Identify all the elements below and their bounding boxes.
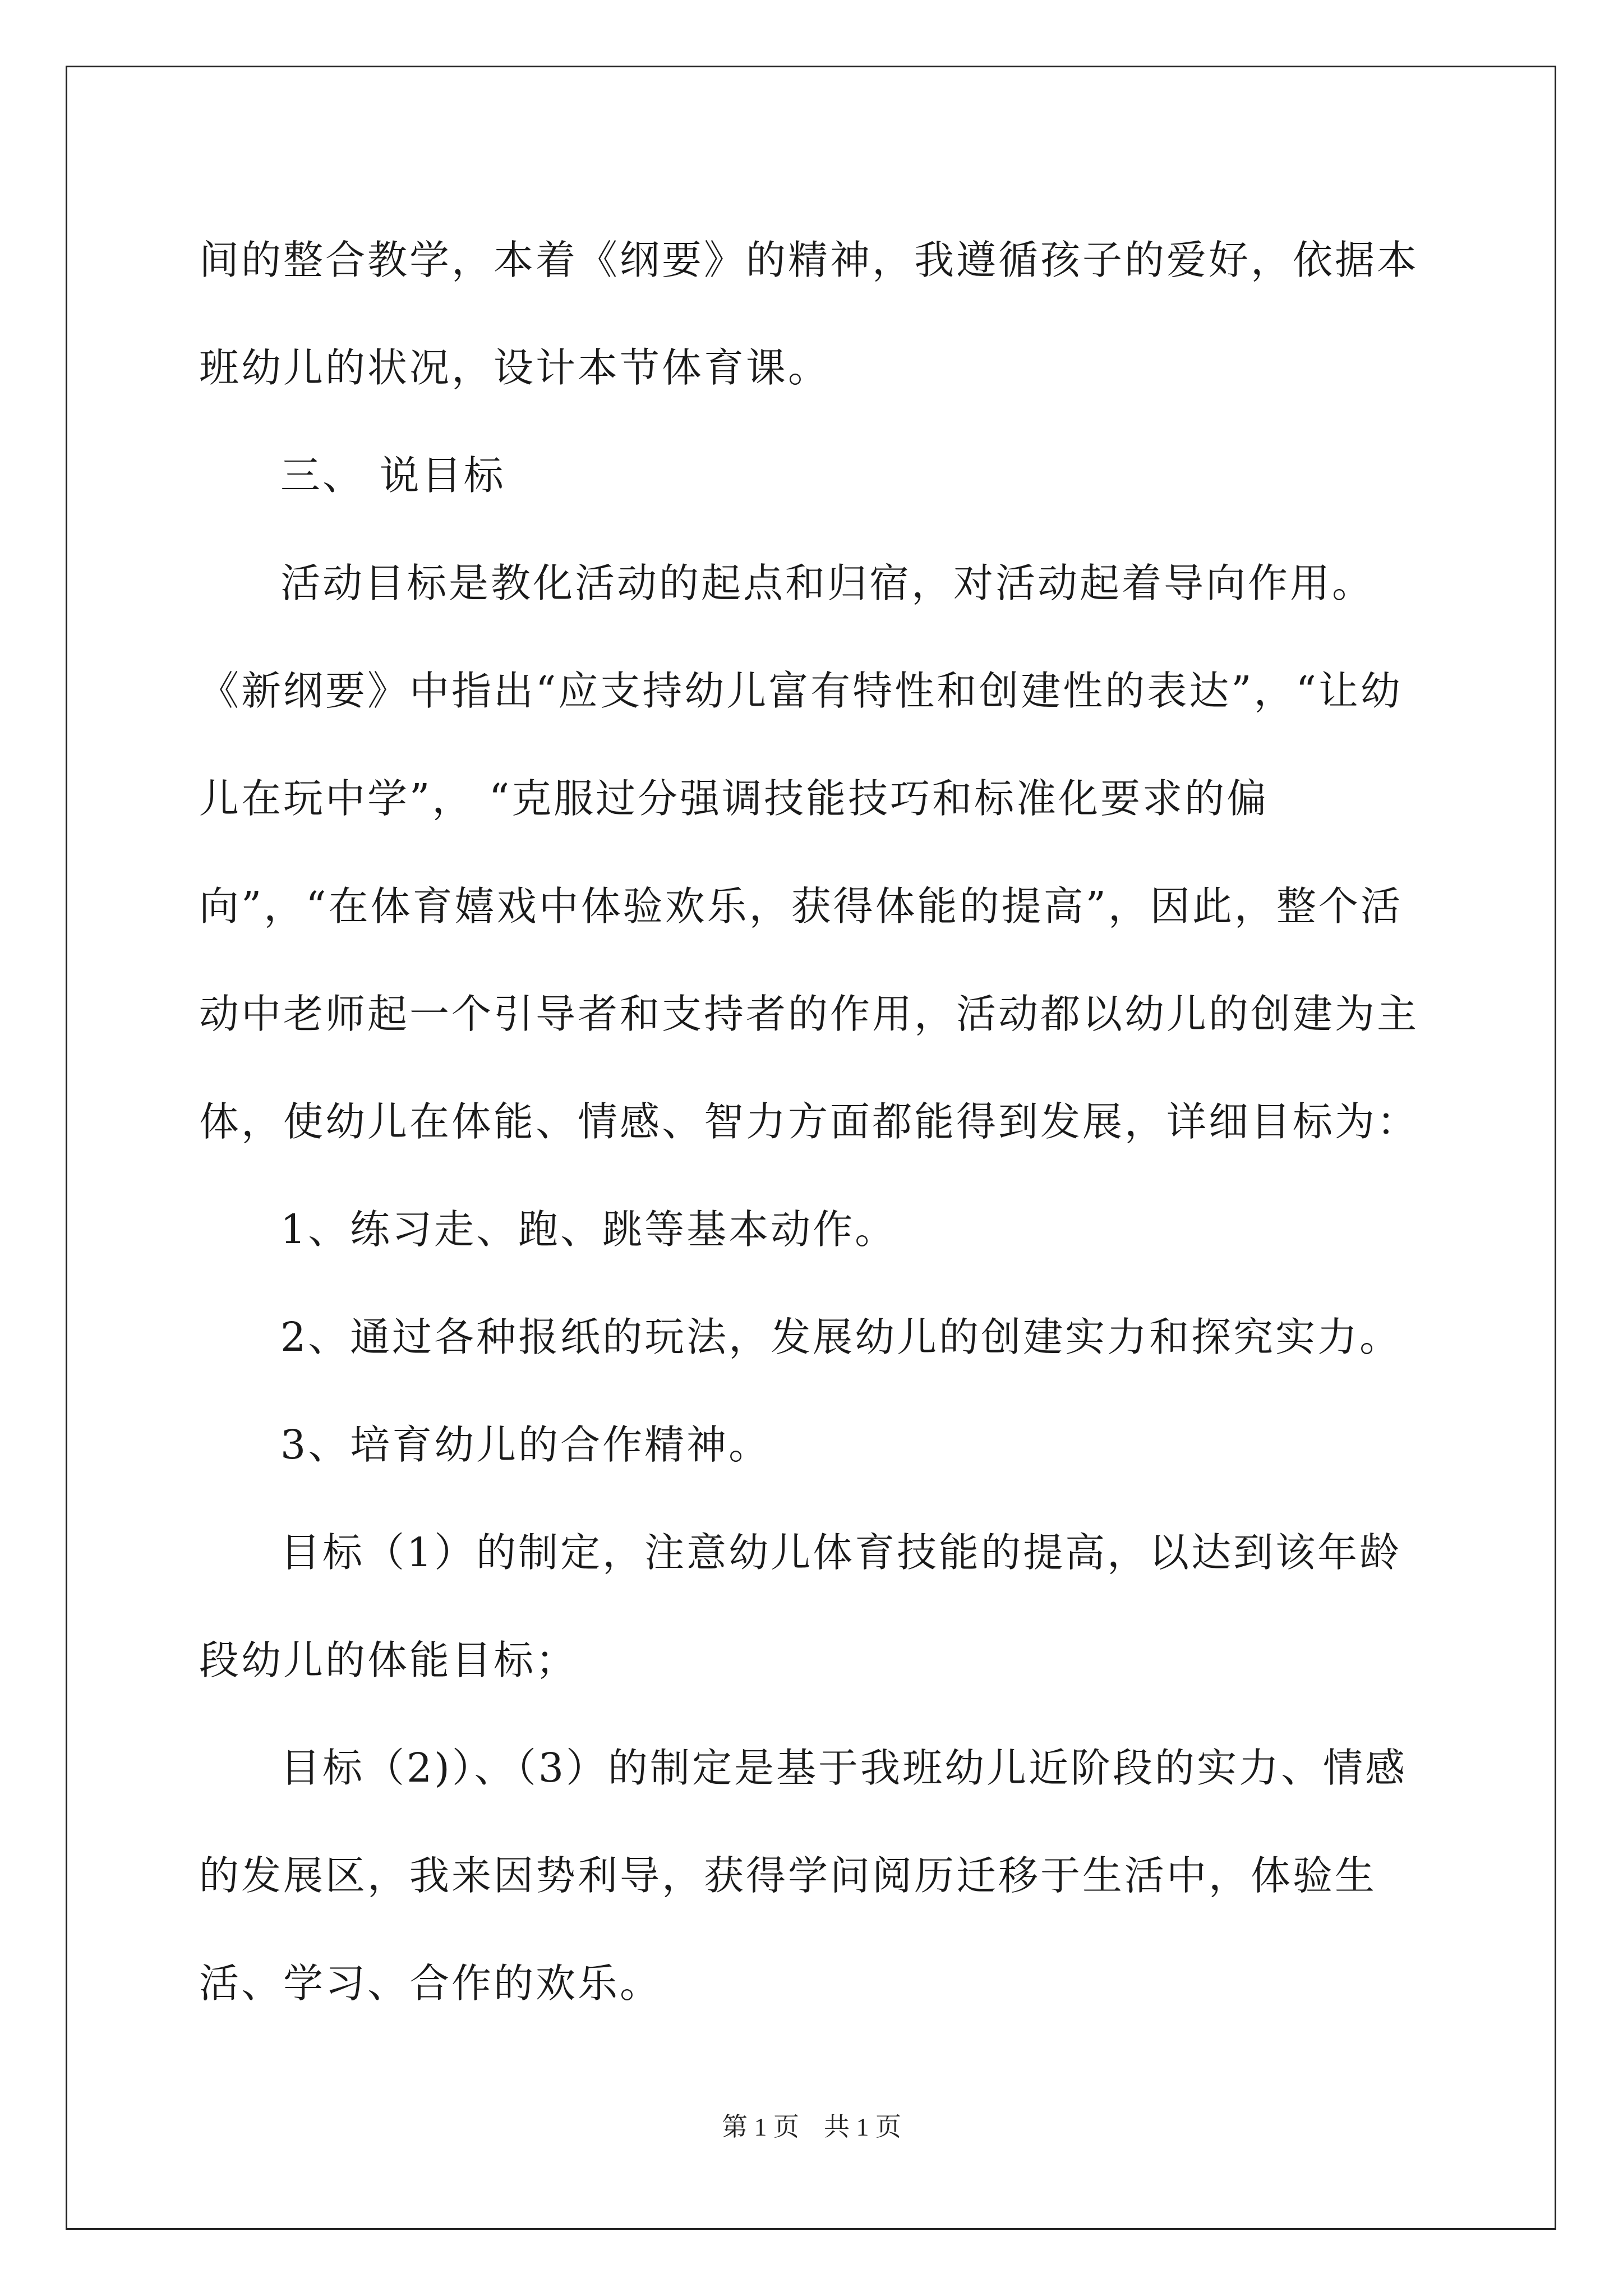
paragraph-goal-2-3-rationale: 目标（2)）、（3）的制定是基于我班幼儿近阶段的实力、情感的发展区，我来因势利导，获得学问阅历迁移于生活中，体验生活、学习、合作的欢乐。 xyxy=(199,1745,1408,2007)
goal-item-1: 1、练习走、跑、跳等基本动作。 xyxy=(280,1206,897,1253)
page-number: 第 1 页 xyxy=(722,2113,799,2141)
page-footer xyxy=(0,2106,1623,2143)
document-body xyxy=(199,206,1427,2037)
goal-item-3: 3、培育幼儿的合作精神。 xyxy=(280,1421,771,1468)
paragraph-goals-overview: 活动目标是教化活动的起点和归宿，对活动起着导向作用。《新纲要》中指出“应支持幼儿富有特性和创建性的表达”，“让幼儿在玩中学”， “克服过分强调技能技巧和标准化要求的偏向”，“在体育嬉戏中体验欢乐，获得体能的提高”，因此，整个活动中老师起一个引导者和支持者的作用，活动都以幼儿的创建为主体，使幼儿在体能、情感、智力方面都能得到发展，详细目标为： xyxy=(199,560,1419,1145)
paragraph-intro-continuation: 间的整合教学，本着《纲要》的精神，我遵循孩子的爱好，依据本班幼儿的状况，设计本节体育课。 xyxy=(199,237,1419,391)
section-heading-goals: 三、 说目标 xyxy=(280,452,506,499)
paragraph-goal-1-rationale: 目标（1）的制定，注意幼儿体育技能的提高，以达到该年龄段幼儿的体能目标； xyxy=(199,1529,1402,1683)
page-total: 共 1 页 xyxy=(824,2113,901,2141)
goal-item-2: 2、通过各种报纸的玩法，发展幼儿的创建实力和探究实力。 xyxy=(280,1314,1402,1360)
